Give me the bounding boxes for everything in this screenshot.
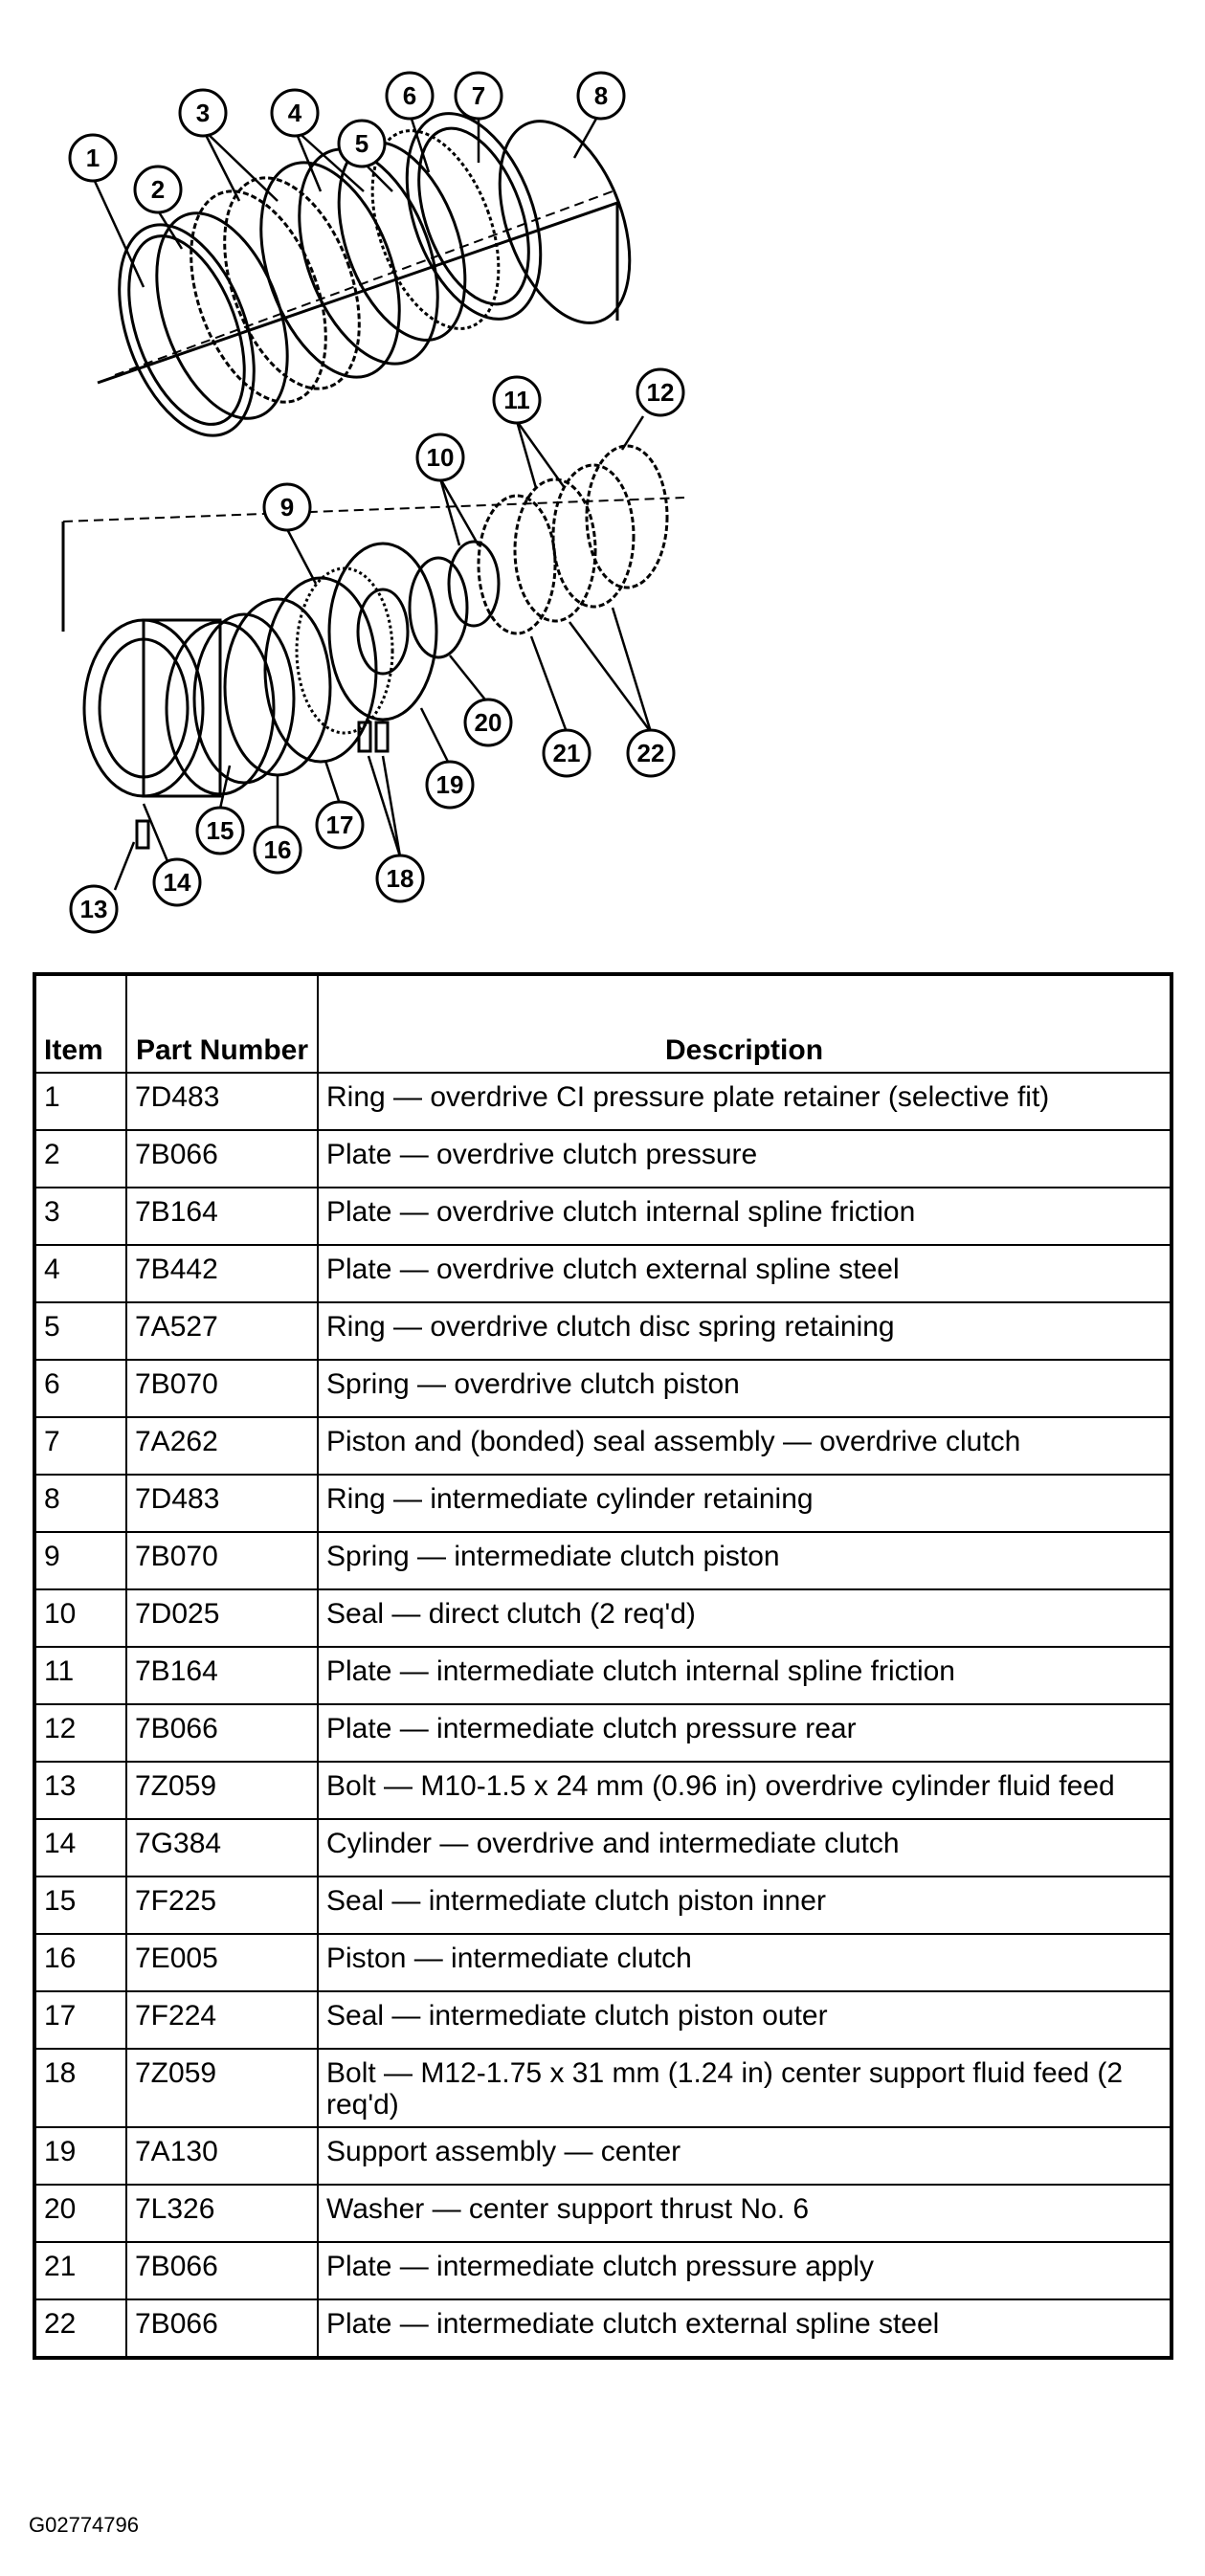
cell-part-number: 7B070	[126, 1532, 318, 1589]
table-row	[34, 1589, 1172, 1647]
table-row	[34, 1302, 1172, 1360]
cell-item: 3	[34, 1188, 126, 1245]
cell-part-number: 7Z059	[126, 1762, 318, 1819]
cell-item: 6	[34, 1360, 126, 1417]
cell-item: 4	[34, 1245, 126, 1302]
cell-item: 22	[34, 2299, 126, 2358]
cell-part-number: 7B066	[126, 2299, 318, 2358]
cell-part-number: 7B164	[126, 1647, 318, 1704]
callout-4: 4	[287, 99, 302, 127]
table-row	[34, 1130, 1172, 1188]
cell-description: Ring — overdrive CI pressure plate retainer (selective fit)	[318, 1073, 1172, 1130]
table-row	[34, 1991, 1172, 2049]
cell-description: Washer — center support thrust No. 6	[318, 2185, 1172, 2242]
table-row	[34, 1188, 1172, 1245]
cell-part-number: 7D025	[126, 1589, 318, 1647]
cell-item: 11	[34, 1647, 126, 1704]
table-row	[34, 1934, 1172, 1991]
table-row	[34, 1475, 1172, 1532]
table-row	[34, 1704, 1172, 1762]
cell-description: Spring — overdrive clutch piston	[318, 1360, 1172, 1417]
table-row	[34, 1532, 1172, 1589]
cell-part-number: 7Z059	[126, 2049, 318, 2127]
cell-part-number: 7D483	[126, 1475, 318, 1532]
table-row	[34, 2127, 1172, 2185]
table-row	[34, 1762, 1172, 1819]
table-row	[34, 1647, 1172, 1704]
cell-description: Piston — intermediate clutch	[318, 1934, 1172, 1991]
cell-item: 12	[34, 1704, 126, 1762]
callout-9: 9	[279, 493, 295, 522]
cell-description: Plate — overdrive clutch pressure	[318, 1130, 1172, 1188]
callout-21: 21	[552, 739, 581, 767]
callout-11: 11	[503, 386, 530, 414]
cell-part-number: 7B066	[126, 2242, 318, 2299]
table-row	[34, 1073, 1172, 1130]
callout-7: 7	[471, 81, 486, 110]
cell-item: 8	[34, 1475, 126, 1532]
cell-description: Cylinder — overdrive and intermediate clutch	[318, 1819, 1172, 1876]
cell-description: Ring — overdrive clutch disc spring retaining	[318, 1302, 1172, 1360]
table-row	[34, 2299, 1172, 2358]
cell-description: Piston and (bonded) seal assembly — overdrive clutch	[318, 1417, 1172, 1475]
callout-3: 3	[195, 99, 211, 127]
cell-item: 10	[34, 1589, 126, 1647]
cell-part-number: 7A130	[126, 2127, 318, 2185]
table-row	[34, 2049, 1172, 2127]
cell-part-number: 7G384	[126, 1819, 318, 1876]
cell-item: 20	[34, 2185, 126, 2242]
cell-description: Plate — intermediate clutch pressure apply	[318, 2242, 1172, 2299]
callout-8: 8	[593, 81, 609, 110]
cell-item: 15	[34, 1876, 126, 1934]
cell-part-number: 7A527	[126, 1302, 318, 1360]
cell-item: 5	[34, 1302, 126, 1360]
cell-description: Spring — intermediate clutch piston	[318, 1532, 1172, 1589]
cell-description: Support assembly — center	[318, 2127, 1172, 2185]
cell-description: Plate — overdrive clutch external spline steel	[318, 1245, 1172, 1302]
exploded-view-diagram	[0, 0, 1205, 957]
callout-2: 2	[150, 175, 166, 204]
callout-13: 13	[79, 895, 108, 923]
cell-item: 16	[34, 1934, 126, 1991]
table-row	[34, 1245, 1172, 1302]
cell-description: Plate — intermediate clutch internal spline friction	[318, 1647, 1172, 1704]
callout-18: 18	[386, 864, 414, 893]
parts-table	[33, 972, 1173, 2360]
cell-part-number: 7F224	[126, 1991, 318, 2049]
cell-part-number: 7B066	[126, 1704, 318, 1762]
cell-part-number: 7B066	[126, 1130, 318, 1188]
callout-6: 6	[402, 81, 417, 110]
table-row	[34, 2242, 1172, 2299]
parts-table-container	[33, 972, 1170, 2360]
callout-17: 17	[325, 811, 354, 839]
cell-description: Plate — intermediate clutch external spline steel	[318, 2299, 1172, 2358]
cell-part-number: 7B442	[126, 1245, 318, 1302]
cell-description: Bolt — M12-1.75 x 31 mm (1.24 in) center support fluid feed (2 req'd)	[318, 2049, 1172, 2127]
table-row	[34, 1360, 1172, 1417]
table-row	[34, 2185, 1172, 2242]
callout-5: 5	[354, 129, 369, 158]
callout-14: 14	[163, 868, 191, 897]
cell-description: Plate — overdrive clutch internal spline friction	[318, 1188, 1172, 1245]
cell-item: 7	[34, 1417, 126, 1475]
cell-part-number: 7F225	[126, 1876, 318, 1934]
cell-item: 13	[34, 1762, 126, 1819]
cell-part-number: 7E005	[126, 1934, 318, 1991]
callout-10: 10	[426, 443, 455, 472]
header-description: Description	[318, 974, 1172, 1073]
cell-item: 14	[34, 1819, 126, 1876]
table-row	[34, 1819, 1172, 1876]
cell-item: 9	[34, 1532, 126, 1589]
cell-item: 18	[34, 2049, 126, 2127]
table-row	[34, 1876, 1172, 1934]
cell-item: 21	[34, 2242, 126, 2299]
table-header-row	[34, 974, 1172, 1073]
cell-description: Seal — intermediate clutch piston inner	[318, 1876, 1172, 1934]
header-item: Item	[34, 974, 126, 1073]
callout-19: 19	[435, 770, 464, 799]
cell-part-number: 7L326	[126, 2185, 318, 2242]
parts-table-body	[34, 1073, 1172, 2358]
cell-part-number: 7B164	[126, 1188, 318, 1245]
callout-1: 1	[85, 144, 100, 172]
cell-item: 19	[34, 2127, 126, 2185]
callout-15: 15	[206, 816, 234, 845]
cell-part-number: 7A262	[126, 1417, 318, 1475]
table-row	[34, 1417, 1172, 1475]
cell-part-number: 7D483	[126, 1073, 318, 1130]
cell-item: 1	[34, 1073, 126, 1130]
header-part-number: Part Number	[126, 974, 318, 1073]
cell-item: 2	[34, 1130, 126, 1188]
cell-description: Bolt — M10-1.5 x 24 mm (0.96 in) overdrive cylinder fluid feed	[318, 1762, 1172, 1819]
callout-16: 16	[263, 835, 292, 864]
cell-description: Seal — direct clutch (2 req'd)	[318, 1589, 1172, 1647]
callout-12: 12	[646, 378, 675, 407]
cell-item: 17	[34, 1991, 126, 2049]
figure-id: G02774796	[29, 2513, 139, 2537]
cell-part-number: 7B070	[126, 1360, 318, 1417]
callout-20: 20	[474, 708, 502, 737]
cell-description: Seal — intermediate clutch piston outer	[318, 1991, 1172, 2049]
cell-description: Ring — intermediate cylinder retaining	[318, 1475, 1172, 1532]
cell-description: Plate — intermediate clutch pressure rear	[318, 1704, 1172, 1762]
callout-22: 22	[636, 739, 665, 767]
